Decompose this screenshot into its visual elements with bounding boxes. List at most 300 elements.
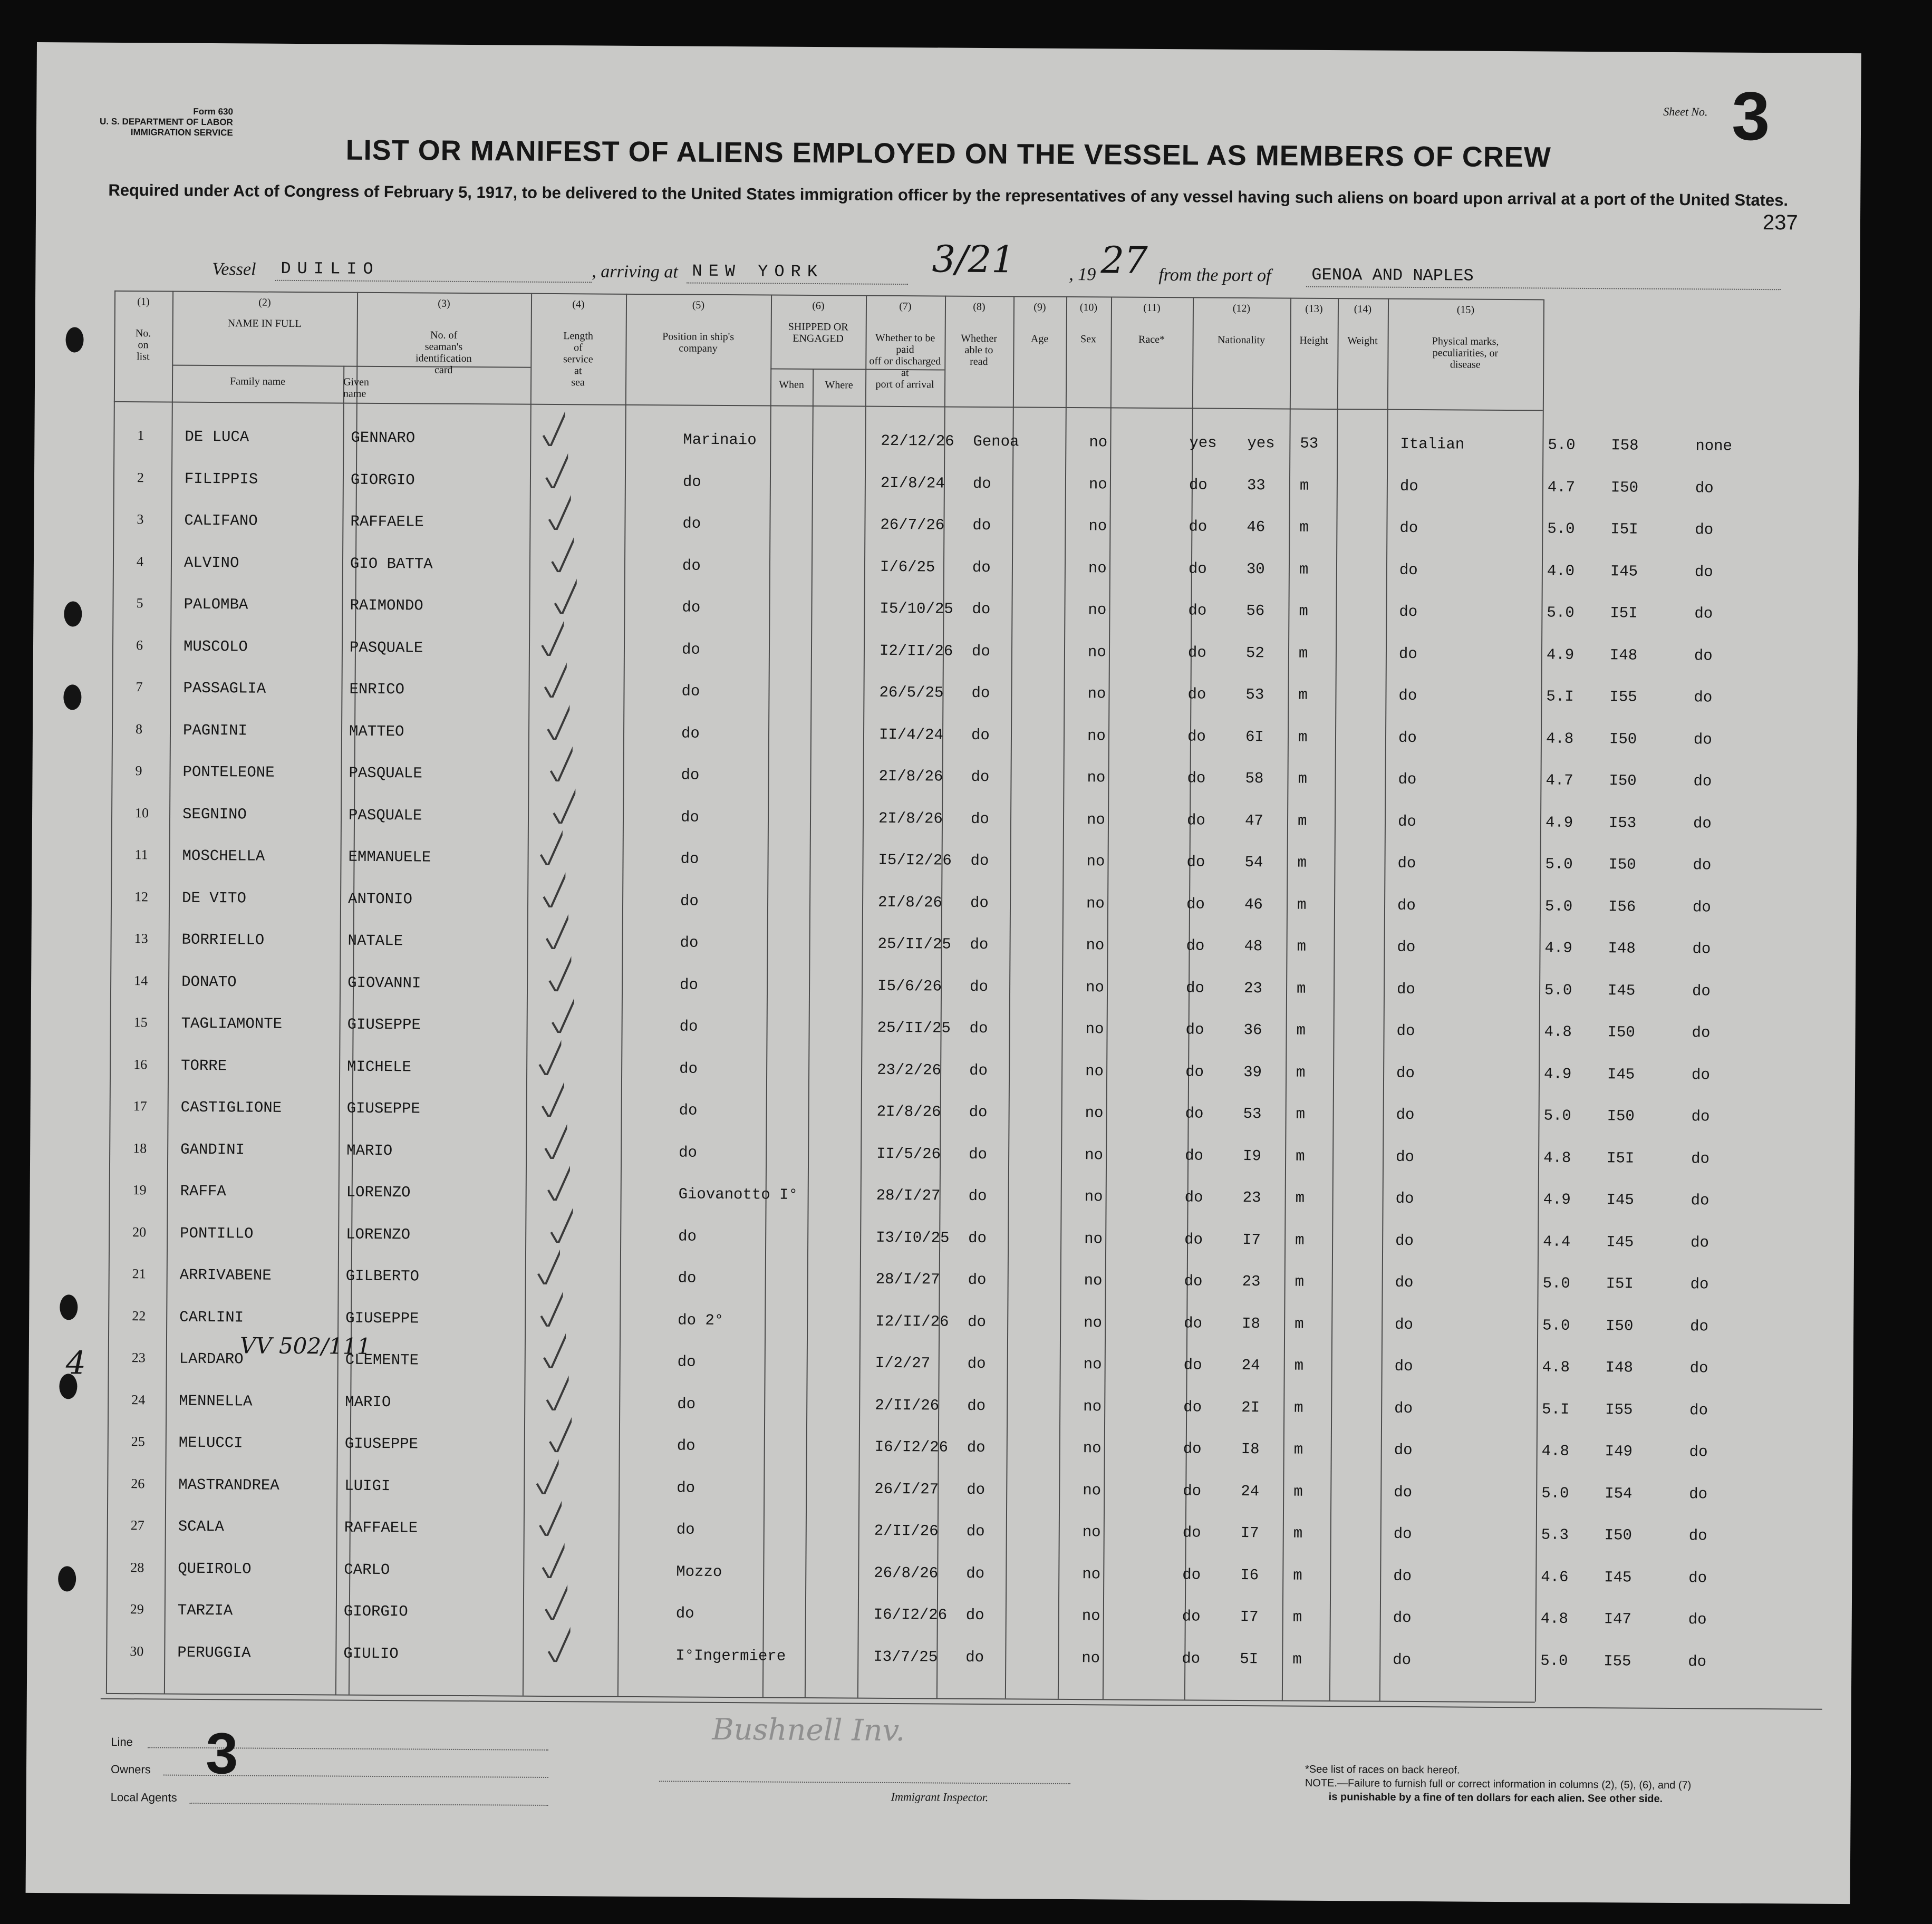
cell-age: 23: [1242, 1273, 1261, 1291]
checkmark-icon: [540, 1069, 565, 1117]
column-rule: [762, 295, 772, 1697]
cell-weight: I55: [1609, 688, 1637, 706]
cell-age: 39: [1243, 1063, 1262, 1081]
cell-height: 4.9: [1543, 1191, 1571, 1208]
column-rule: [857, 295, 867, 1698]
cell-no: 12: [134, 888, 149, 904]
cell-paid-off: no: [1082, 1565, 1101, 1583]
cell-race: do: [1393, 1651, 1412, 1669]
cell-read: do: [1184, 1272, 1203, 1290]
cell-sex: m: [1298, 770, 1308, 788]
cell-marks: do: [1694, 689, 1713, 707]
cell-no: 1: [137, 428, 144, 443]
checkmark-icon: [543, 1111, 567, 1158]
cell-marks: do: [1688, 1611, 1707, 1629]
cell-no: 23: [131, 1350, 146, 1366]
cell-read: do: [1187, 685, 1206, 703]
cell-where: do: [971, 768, 990, 786]
col-read-heading: Whether able to read: [961, 332, 998, 368]
cell-read: do: [1185, 1105, 1204, 1123]
cell-height: 4.9: [1546, 646, 1574, 664]
cell-position: do: [680, 934, 699, 952]
cell-marks: do: [1689, 1401, 1708, 1419]
cell-given: GIORGIO: [350, 471, 415, 489]
cell-weight: I47: [1603, 1610, 1632, 1628]
lardaro-note: VV 502/111: [239, 1332, 371, 1359]
cell-read: do: [1183, 1440, 1202, 1458]
cell-where: do: [968, 1229, 987, 1247]
checkmark-icon: [544, 440, 568, 488]
cell-given: GIOVANNI: [347, 974, 421, 992]
local-agents-label: Local Agents: [110, 1790, 177, 1804]
col-nationality-number: (12): [1232, 302, 1251, 315]
cell-where: do: [968, 1313, 987, 1331]
cell-marks: do: [1692, 1024, 1711, 1042]
column-rule: [1282, 298, 1291, 1700]
cell-race: do: [1393, 1567, 1412, 1585]
cell-when: 2I/8/26: [876, 1103, 941, 1121]
cell-given: NATALE: [347, 932, 403, 950]
cell-family: DE LUCA: [185, 428, 249, 446]
vessel-name: DUILIO: [281, 258, 380, 279]
cell-family: CARLINI: [179, 1308, 244, 1326]
cell-height: 5.3: [1541, 1526, 1569, 1544]
cell-no: 17: [133, 1098, 147, 1114]
cell-no: 8: [135, 721, 143, 737]
cell-family: CALIFANO: [184, 511, 258, 530]
cell-height: 5.I: [1542, 1400, 1570, 1418]
cell-when: 2/II/26: [874, 1522, 939, 1540]
cell-paid-off: no: [1088, 517, 1107, 535]
cell-position: Mozzo: [676, 1562, 722, 1581]
cell-where: do: [970, 810, 989, 828]
cell-given: CARLO: [344, 1561, 390, 1579]
cell-height: 4.4: [1543, 1232, 1571, 1251]
col-age-heading: Age: [1030, 333, 1049, 345]
cell-where: do: [968, 1271, 987, 1289]
cell-when: 26/I/27: [874, 1480, 939, 1498]
cell-no: 29: [130, 1601, 144, 1617]
cell-paid-off: no: [1086, 894, 1105, 912]
cell-paid-off: no: [1084, 1313, 1103, 1331]
cell-marks: none: [1695, 437, 1733, 455]
cell-read: do: [1182, 1608, 1201, 1626]
checkmark-icon: [552, 566, 577, 614]
cell-weight: I55: [1603, 1652, 1631, 1670]
cell-when: 22/12/26: [881, 432, 954, 450]
cell-position: I°Ingermiere: [675, 1646, 786, 1665]
col-weight-number: (14): [1354, 303, 1372, 315]
cell-marks: do: [1689, 1443, 1708, 1461]
cell-sex: m: [1296, 1105, 1306, 1123]
cell-sex: m: [1298, 644, 1308, 662]
cell-weight: I48: [1609, 646, 1638, 664]
cell-age: 24: [1241, 1357, 1260, 1375]
cell-given: PASQUALE: [349, 764, 422, 782]
cell-where: do: [972, 558, 991, 576]
cell-read: do: [1183, 1356, 1202, 1374]
local-agents-rule: [190, 1803, 548, 1806]
cell-where: do: [967, 1397, 986, 1415]
penalty-note-cont: is punishable by a fine of ten dollars for each alien. See other side.: [1328, 1791, 1663, 1805]
cell-given: GIUSEPPE: [346, 1099, 420, 1118]
footer-stamped-number: 3: [205, 1721, 238, 1786]
cell-position: do: [677, 1353, 696, 1371]
col-weight-heading: Weight: [1347, 335, 1378, 347]
cell-when: 2I/8/24: [880, 474, 945, 492]
cell-sex: m: [1295, 1231, 1305, 1249]
punch-hole: [63, 684, 81, 710]
col-service-length-number: (4): [572, 298, 585, 311]
cell-position: do: [682, 515, 701, 533]
cell-race: do: [1397, 854, 1416, 873]
cell-sex: m: [1296, 1147, 1305, 1165]
cell-paid-off: no: [1083, 1439, 1102, 1457]
cell-marks: do: [1691, 1108, 1710, 1126]
cell-family: MUSCOLO: [183, 637, 248, 655]
col-seaman-card-heading: No. of seaman's identification card: [415, 329, 472, 376]
line-label: Line: [111, 1735, 133, 1749]
cell-position: do: [677, 1437, 695, 1455]
cell-given: LUIGI: [344, 1477, 391, 1495]
cell-weight: I50: [1607, 1023, 1635, 1041]
cell-read: do: [1188, 559, 1207, 578]
cell-weight: I48: [1605, 1359, 1634, 1377]
cell-race: do: [1398, 729, 1417, 747]
cell-read: do: [1185, 1021, 1204, 1039]
cell-weight: I5I: [1606, 1275, 1634, 1293]
cell-paid-off: no: [1084, 1272, 1103, 1290]
cell-position: do: [682, 598, 701, 616]
cell-height: 5.I: [1546, 688, 1574, 705]
cell-paid-off: no: [1083, 1397, 1102, 1415]
cell-sex: 53: [1300, 434, 1319, 452]
cell-sex: m: [1299, 477, 1309, 495]
cell-sex: m: [1295, 1189, 1305, 1207]
vessel-label: Vessel: [212, 259, 256, 279]
cell-no: 25: [131, 1434, 145, 1449]
checkmark-icon: [544, 1362, 569, 1410]
cell-sex: m: [1296, 980, 1306, 998]
cell-position: do: [682, 472, 701, 491]
cell-given: GIUSEPPE: [347, 1016, 421, 1034]
cell-read: do: [1186, 853, 1205, 871]
cell-height: 4.8: [1540, 1610, 1569, 1628]
cell-height: 5.0: [1547, 520, 1575, 538]
cell-sex: m: [1292, 1650, 1302, 1668]
checkmark-icon: [550, 985, 575, 1033]
col-race-heading: Race*: [1138, 333, 1165, 346]
cell-paid-off: no: [1087, 769, 1106, 787]
cell-marks: do: [1693, 814, 1712, 832]
cell-age: 30: [1246, 560, 1265, 578]
cell-no: 4: [136, 553, 144, 569]
cell-paid-off: no: [1088, 475, 1107, 493]
cell-sex: m: [1297, 896, 1307, 914]
checkmark-icon: [543, 1572, 568, 1620]
checkmark-icon: [547, 943, 572, 991]
cell-read: do: [1185, 1146, 1204, 1165]
cell-given: ENRICO: [349, 680, 405, 699]
cell-height: 5.0: [1540, 1651, 1568, 1670]
cell-family: FILIPPIS: [184, 470, 258, 488]
column-rule: [1329, 298, 1339, 1700]
col-position-heading: Position in ship's company: [662, 331, 735, 354]
cell-weight: I56: [1608, 897, 1636, 916]
checkmark-icon: [541, 859, 566, 907]
cell-given: LORENZO: [346, 1183, 411, 1202]
cell-position: do 2°: [678, 1311, 724, 1329]
cell-weight: I50: [1608, 856, 1636, 874]
cell-where: do: [969, 1019, 988, 1038]
cell-family: TARZIA: [177, 1601, 233, 1620]
cell-position: do: [680, 892, 699, 910]
cell-read: do: [1186, 937, 1205, 955]
cell-no: 14: [134, 972, 148, 988]
cell-race: do: [1394, 1357, 1413, 1375]
col-height-heading: Height: [1299, 334, 1328, 346]
cell-where: do: [970, 935, 989, 954]
cell-marks: do: [1693, 856, 1712, 874]
cell-family: QUEIROLO: [178, 1560, 252, 1578]
cell-no: 21: [132, 1266, 146, 1282]
cell-marks: do: [1689, 1359, 1708, 1377]
cell-read: do: [1184, 1314, 1203, 1332]
column-rule: [617, 294, 627, 1696]
checkmark-icon: [546, 1153, 571, 1201]
cell-age: 48: [1244, 937, 1263, 955]
cell-race: do: [1395, 1190, 1414, 1207]
cell-when: I3/I0/25: [876, 1229, 950, 1247]
checkmark-icon: [542, 1321, 566, 1368]
cell-position: do: [678, 1269, 697, 1287]
col-name-sub-1: Given name: [343, 376, 370, 400]
cell-position: do: [680, 850, 699, 868]
cell-age: 24: [1241, 1482, 1260, 1500]
cell-marks: do: [1694, 605, 1713, 623]
col-name-heading: NAME IN FULL: [227, 317, 302, 330]
cell-when: I6/I2/26: [873, 1606, 948, 1624]
cell-position: do: [681, 766, 700, 784]
cell-sex: m: [1293, 1524, 1303, 1542]
cell-race: do: [1395, 1273, 1414, 1291]
cell-weight: I50: [1606, 1317, 1634, 1335]
cell-read: do: [1182, 1524, 1201, 1542]
cell-height: 5.0: [1548, 436, 1576, 454]
cell-read: do: [1187, 769, 1206, 787]
punch-hole: [64, 601, 82, 626]
cell-where: do: [969, 1103, 988, 1121]
cell-paid-off: no: [1085, 1020, 1104, 1038]
cell-paid-off: no: [1083, 1481, 1102, 1499]
cell-age: 46: [1247, 518, 1266, 536]
cell-race: do: [1393, 1609, 1412, 1627]
cell-sex: m: [1292, 1608, 1302, 1626]
cell-family: SEGNINO: [182, 805, 247, 823]
cell-family: MASTRANDREA: [178, 1476, 279, 1494]
cell-no: 9: [135, 763, 142, 779]
cell-position: do: [679, 1143, 698, 1162]
manifest-page: [26, 42, 1861, 1904]
vessel-name-rule: [275, 280, 592, 283]
checkmark-icon: [537, 1027, 562, 1075]
cell-no: 7: [136, 679, 143, 695]
cell-read: do: [1184, 1188, 1203, 1206]
cell-race: Italian: [1400, 435, 1465, 453]
cell-when: I3/7/25: [873, 1648, 938, 1666]
cell-position: do: [680, 975, 699, 994]
cell-paid-off: no: [1084, 1188, 1103, 1206]
cell-where: do: [967, 1481, 986, 1498]
cell-family: RAFFA: [180, 1182, 226, 1201]
cell-age: 58: [1245, 770, 1264, 788]
cell-sex: m: [1296, 1021, 1306, 1039]
cell-family: PASSAGLIA: [183, 679, 266, 698]
checkmark-icon: [546, 1614, 571, 1661]
cell-race: do: [1398, 645, 1417, 663]
cell-where: Genoa: [973, 432, 1019, 451]
cell-no: 18: [133, 1140, 147, 1156]
cell-sex: m: [1293, 1440, 1303, 1458]
cell-read: do: [1188, 602, 1207, 620]
cell-paid-off: no: [1082, 1523, 1101, 1541]
cell-age: 36: [1243, 1021, 1262, 1039]
cell-family: TAGLIAMONTE: [181, 1014, 283, 1033]
cell-weight: I45: [1606, 1233, 1634, 1251]
cell-sex: m: [1299, 560, 1309, 578]
cell-when: 23/2/26: [877, 1061, 942, 1079]
cell-family: PERUGGIA: [177, 1643, 251, 1662]
cell-weight: I48: [1608, 940, 1636, 958]
cell-read: do: [1189, 476, 1208, 494]
checkmark-icon: [551, 776, 576, 823]
checkmark-icon: [545, 692, 570, 739]
cell-no: 5: [136, 595, 143, 611]
col-shipped-number: (6): [812, 299, 825, 312]
column-rule: [523, 293, 532, 1696]
cell-when: I5/10/25: [880, 600, 953, 618]
cell-weight: I5I: [1607, 1149, 1635, 1167]
cell-read: do: [1185, 979, 1204, 997]
cell-weight: I45: [1607, 1065, 1635, 1084]
cell-weight: I50: [1609, 730, 1637, 748]
col-sex-number: (10): [1079, 302, 1098, 314]
cell-read: do: [1186, 811, 1205, 829]
punch-hole: [65, 327, 83, 352]
cell-position: do: [677, 1478, 695, 1497]
cell-given: GIORGIO: [343, 1602, 408, 1621]
cell-race: do: [1399, 603, 1418, 621]
cell-weight: I50: [1604, 1526, 1632, 1544]
cell-when: I6/I2/26: [874, 1438, 949, 1456]
cell-where: do: [969, 1145, 988, 1163]
cell-height: 4.9: [1545, 814, 1573, 832]
cell-age: 23: [1242, 1189, 1261, 1207]
cell-position: Giovanotto I°: [678, 1185, 798, 1204]
cell-given: GENNARO: [351, 429, 416, 447]
cell-given: ANTONIO: [347, 890, 413, 908]
cell-height: 5.0: [1545, 855, 1573, 873]
cell-given: PASQUALE: [348, 806, 422, 824]
cell-age: 56: [1246, 602, 1265, 620]
cell-when: 2I/8/26: [877, 893, 942, 912]
cell-no: 6: [136, 637, 143, 653]
cell-position: do: [676, 1521, 695, 1539]
cell-family: ARRIVABENE: [179, 1266, 272, 1284]
cell-read: do: [1183, 1482, 1202, 1500]
cell-height: 4.0: [1547, 562, 1575, 580]
from-port-rule: [1306, 286, 1781, 290]
cell-age: 52: [1245, 644, 1264, 662]
col-name-sub-0: Family name: [230, 375, 286, 388]
cell-when: 28/I/27: [875, 1270, 940, 1289]
cell-sex: m: [1297, 854, 1307, 872]
cell-read: do: [1182, 1649, 1201, 1668]
cell-no: 30: [130, 1643, 144, 1659]
cell-given: MICHELE: [347, 1058, 412, 1076]
cell-when: I/6/25: [880, 558, 935, 576]
cell-height: 4.8: [1544, 1023, 1572, 1041]
cell-sex: m: [1298, 728, 1308, 746]
column-rule: [1005, 296, 1015, 1698]
sheet-label: Sheet No.: [1663, 104, 1708, 119]
cell-race: do: [1394, 1483, 1413, 1501]
cell-family: LARDARO: [179, 1350, 244, 1368]
cell-when: 2I/8/26: [878, 767, 943, 786]
cell-family: CASTIGLIONE: [180, 1098, 282, 1117]
cell-weight: I45: [1610, 562, 1638, 581]
inspector-rule: [659, 1781, 1070, 1784]
cell-read: do: [1184, 1230, 1203, 1249]
cell-no: 20: [132, 1224, 147, 1240]
form-label: Form 630 U. S. DEPARTMENT OF LABOR IMMIGRATION SERVICE: [100, 106, 234, 138]
cell-when: 28/I/27: [876, 1186, 941, 1205]
cell-weight: I5I: [1610, 604, 1638, 622]
cell-paid-off: no: [1084, 1230, 1103, 1248]
cell-when: 26/5/25: [879, 683, 944, 702]
cell-position: do: [678, 1227, 697, 1245]
inspector-signature: Bushnell Inv.: [712, 1712, 905, 1748]
cell-where: do: [970, 894, 989, 912]
inspector-label: Immigrant Inspector.: [891, 1790, 989, 1804]
cell-read: do: [1183, 1398, 1202, 1416]
cell-read: yes: [1189, 434, 1217, 452]
cell-marks: do: [1691, 1233, 1709, 1251]
cell-race: do: [1399, 519, 1418, 537]
margin-mark: 4: [65, 1345, 86, 1382]
cell-where: do: [967, 1355, 986, 1373]
cell-age: 33: [1247, 476, 1266, 494]
cell-family: MELUCCI: [178, 1434, 243, 1452]
cell-sex: m: [1294, 1357, 1304, 1375]
cell-family: GANDINI: [180, 1140, 245, 1158]
cell-marks: do: [1695, 479, 1714, 497]
cell-given: GIULIO: [343, 1645, 399, 1662]
cell-marks: do: [1690, 1275, 1709, 1293]
cell-family: MENNELLA: [179, 1392, 253, 1410]
cell-age: I9: [1243, 1147, 1262, 1165]
cell-marks: do: [1692, 898, 1711, 916]
cell-race: do: [1394, 1441, 1413, 1459]
cell-where: do: [970, 852, 989, 870]
cell-race: do: [1395, 1316, 1414, 1333]
cell-weight: I53: [1608, 814, 1637, 832]
cell-where: do: [972, 475, 991, 492]
cell-age: 2I: [1241, 1398, 1260, 1416]
cell-no: 11: [134, 847, 148, 863]
cell-race: do: [1396, 1148, 1415, 1166]
arrival-port-rule: [687, 283, 908, 285]
